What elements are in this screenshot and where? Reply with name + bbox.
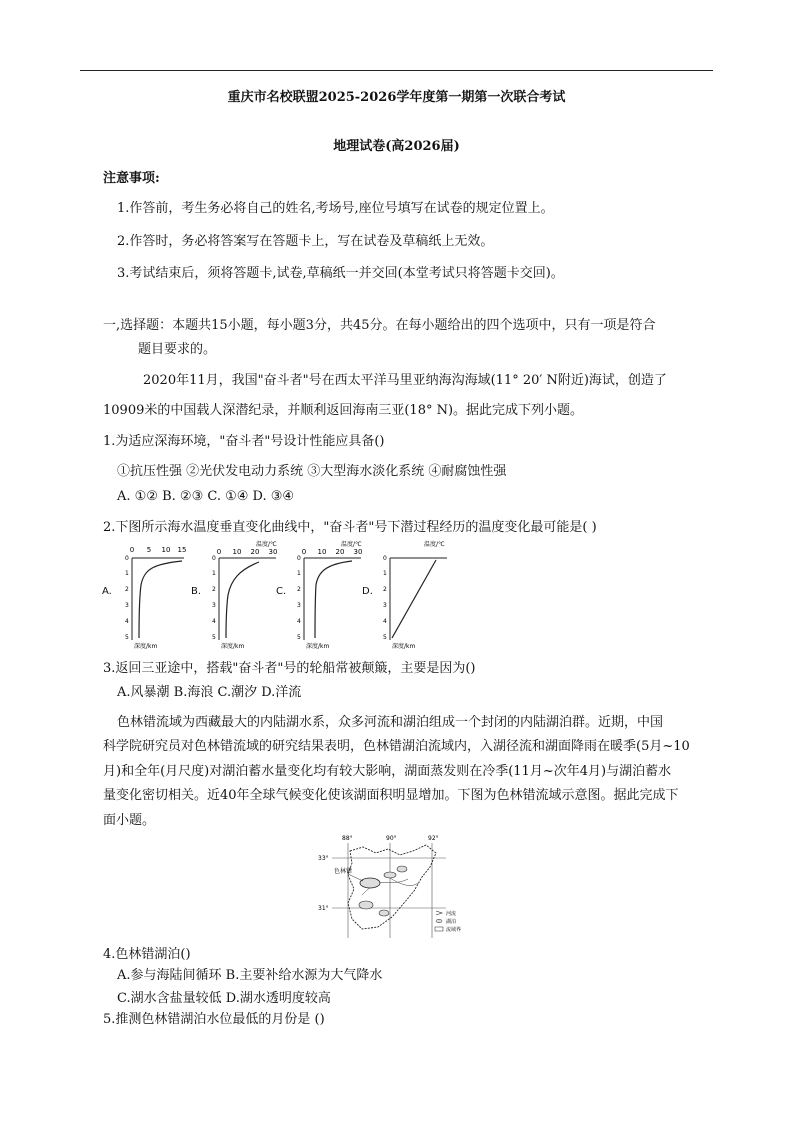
chart-b-ytick-1: 1: [212, 570, 216, 577]
chart-a-xtick-3: 15: [177, 546, 187, 554]
chart-a-svg: [112, 540, 202, 650]
chart-b-ytick-5: 5: [212, 634, 216, 641]
chart-a-xtick-2: 10: [161, 546, 171, 554]
legend-river-icon: [436, 911, 442, 915]
chart-d-ytick-3: 3: [383, 602, 387, 609]
chart-a-ytick-3: 3: [125, 602, 129, 609]
chart-c-xtick-1: 10: [317, 548, 327, 556]
passage-1-line-1: 2020年11月，我国"奋斗者"号在西太平洋马里亚纳海沟海域(11° 20′ N附近)海试，创造了: [143, 373, 667, 388]
lake-2: [384, 872, 396, 878]
chart-a-ytick-5: 5: [125, 634, 129, 641]
chart-a-xtick-0: 0: [129, 546, 135, 554]
chart-c-label: C.: [276, 586, 287, 597]
passage-2-line-5: 面小题。: [103, 813, 156, 828]
chart-b-depth-label: 深度/km: [221, 643, 245, 650]
question-1-options: A. ①② B. ②③ C. ①④ D. ③④: [117, 489, 295, 504]
selinco-pointer: [348, 874, 363, 881]
top-rule: [80, 70, 713, 71]
question-3-stem: 3.返回三亚途中，搭载"奋斗者"号的轮船常被颠簸，主要是因为(): [103, 661, 476, 676]
question-3-options: A.风暴潮 B.海浪 C.潮汐 D.洋流: [117, 685, 302, 700]
subject-title: 地理试卷(高2026届): [333, 139, 460, 154]
chart-a-ytick-4: 4: [125, 618, 129, 625]
chart-c-ytick-0: 0: [297, 555, 301, 562]
chart-d-label: D.: [362, 586, 373, 597]
chart-a-ytick-2: 2: [125, 586, 129, 593]
section-1-intro-cont: 题目要求的。: [138, 342, 217, 357]
chart-d-ytick-4: 4: [383, 618, 387, 625]
chart-d-depth-label: 深度/km: [392, 643, 416, 650]
chart-b-xtick-3: 30: [268, 548, 278, 556]
chart-d: [372, 540, 462, 650]
passage-2-line-2: 科学院研究员对色林错流域的研究结果表明，色林错湖泊流域内，入湖径流和湖面降雨在暖季(5月~10: [103, 739, 690, 754]
legend-river: 河流: [446, 911, 457, 917]
notes-item-1: 1.作答前，考生务必将自己的姓名,考场号,座位号填写在试卷的规定位置上。: [117, 201, 554, 216]
question-1-statements: ①抗压性强 ②光伏发电动力系统 ③大型海水淡化系统 ④耐腐蚀性强: [117, 464, 507, 479]
basin-boundary: [348, 845, 436, 929]
chart-a-ytick-1: 1: [125, 570, 129, 577]
passage-2-line-3: 月)和全年(月尺度)对湖泊蓄水量变化均有较大影响，湖面蒸发则在冷季(11月~次年4月)与湖泊蓄水: [103, 764, 672, 779]
chart-b-xtick-2: 20: [250, 548, 260, 556]
exam-title: 重庆市名校联盟2025-2026学年度第一期第一次联合考试: [227, 90, 566, 105]
passage-2-line-1: 色林错流域为西藏最大的内陆湖水系，众多河流和湖泊组成一个封闭的内陆湖泊群。近期，中国: [117, 715, 664, 730]
chart-b-xtick-1: 10: [232, 548, 242, 556]
question-4-options-line-2: C.湖水含盐量较低 D.湖水透明度较高: [117, 991, 331, 1006]
chart-c-ytick-5: 5: [297, 634, 301, 641]
chart-b-ytick-3: 3: [212, 602, 216, 609]
legend-boundary-icon: [435, 927, 443, 931]
chart-d-ytick-1: 1: [383, 570, 387, 577]
chart-c-curve: [315, 561, 352, 638]
map-lon-92: 92°: [428, 835, 439, 842]
legend-lake: 湖泊: [446, 919, 457, 925]
section-1-intro: 一,选择题：本题共15小题，每小题3分，共45分。在每小题给出的四个选项中，只有一项是符合: [103, 318, 656, 333]
map-lat-33: 33°: [318, 855, 329, 862]
chart-c-depth-label: 深度/km: [306, 643, 330, 650]
selinco-lake: [360, 878, 380, 888]
chart-c-xtick-0: 0: [301, 548, 307, 556]
question-2-stem: 2.下图所示海水温度垂直变化曲线中，"奋斗者"号下潜过程经历的温度变化最可能是( ): [103, 520, 597, 535]
passage-2-line-4: 量变化密切相关。近40年全球气候变化使该湖面积明显增加。下图为色林错流域示意图。据此完成下: [103, 788, 679, 803]
chart-a: [112, 540, 202, 650]
legend-lake-icon: [436, 919, 442, 923]
legend-boundary: 流域界: [446, 927, 462, 933]
chart-d-ytick-5: 5: [383, 634, 387, 641]
chart-b-xtick-0: 0: [216, 548, 222, 556]
lake-5: [379, 910, 389, 916]
question-5-stem: 5.推测色林错湖泊水位最低的月份是 (): [103, 1012, 325, 1027]
chart-a-label: A.: [102, 586, 112, 597]
chart-c-ytick-3: 3: [297, 602, 301, 609]
chart-a-curve: [139, 561, 182, 638]
chart-b-ytick-4: 4: [212, 618, 216, 625]
question-1-stem: 1.为适应深海环境，"奋斗者"号设计性能应具备(): [103, 434, 385, 449]
map-lon-88: 88°: [342, 835, 353, 842]
selinco-label: 色林错: [334, 868, 353, 875]
chart-c-ytick-2: 2: [297, 586, 301, 593]
chart-d-ytick-0: 0: [383, 555, 387, 562]
chart-b-temp-label: 温度/℃: [256, 541, 277, 548]
lake-4: [359, 901, 373, 909]
chart-b-curve: [226, 562, 259, 638]
chart-c-ytick-1: 1: [297, 570, 301, 577]
chart-d-ytick-2: 2: [383, 586, 387, 593]
chart-c-ytick-4: 4: [297, 618, 301, 625]
notes-item-2: 2.作答时，务必将答案写在答题卡上，写在试卷及草稿纸上无效。: [117, 234, 494, 249]
chart-a-ytick-0: 0: [125, 555, 129, 562]
chart-b-ytick-2: 2: [212, 586, 216, 593]
chart-b-ytick-0: 0: [212, 555, 216, 562]
chart-c-xtick-3: 30: [353, 548, 363, 556]
chart-b-label: B.: [191, 586, 202, 597]
question-4-stem: 4.色林错湖泊(): [103, 947, 191, 962]
chart-c-xtick-2: 20: [335, 548, 345, 556]
chart-d-temp-label: 温度/℃: [424, 541, 445, 548]
question-4-options-line-1: A.参与海陆间循环 B.主要补给水源为大气降水: [117, 968, 383, 983]
chart-a-depth-label: 深度/km: [134, 643, 158, 650]
selinco-basin-map: [318, 833, 468, 941]
chart-d-line: [392, 560, 436, 638]
notes-item-3: 3.考试结束后，须将答题卡,试卷,草稿纸一并交回(本堂考试只将答题卡交回)。: [117, 266, 564, 281]
passage-1-line-2: 10909米的中国载人深潜纪录，并顺利返回海南三亚(18° N)。据此完成下列小题。: [103, 403, 584, 418]
map-lat-31: 31°: [318, 905, 329, 912]
selinco-map-svg: [318, 833, 468, 941]
lake-3: [397, 866, 407, 872]
chart-a-xtick-1: 5: [146, 546, 152, 554]
chart-d-svg: [372, 540, 462, 650]
notes-heading: 注意事项:: [103, 171, 160, 186]
map-lon-90: 90°: [386, 835, 397, 842]
chart-c-temp-label: 温度/℃: [341, 541, 362, 548]
